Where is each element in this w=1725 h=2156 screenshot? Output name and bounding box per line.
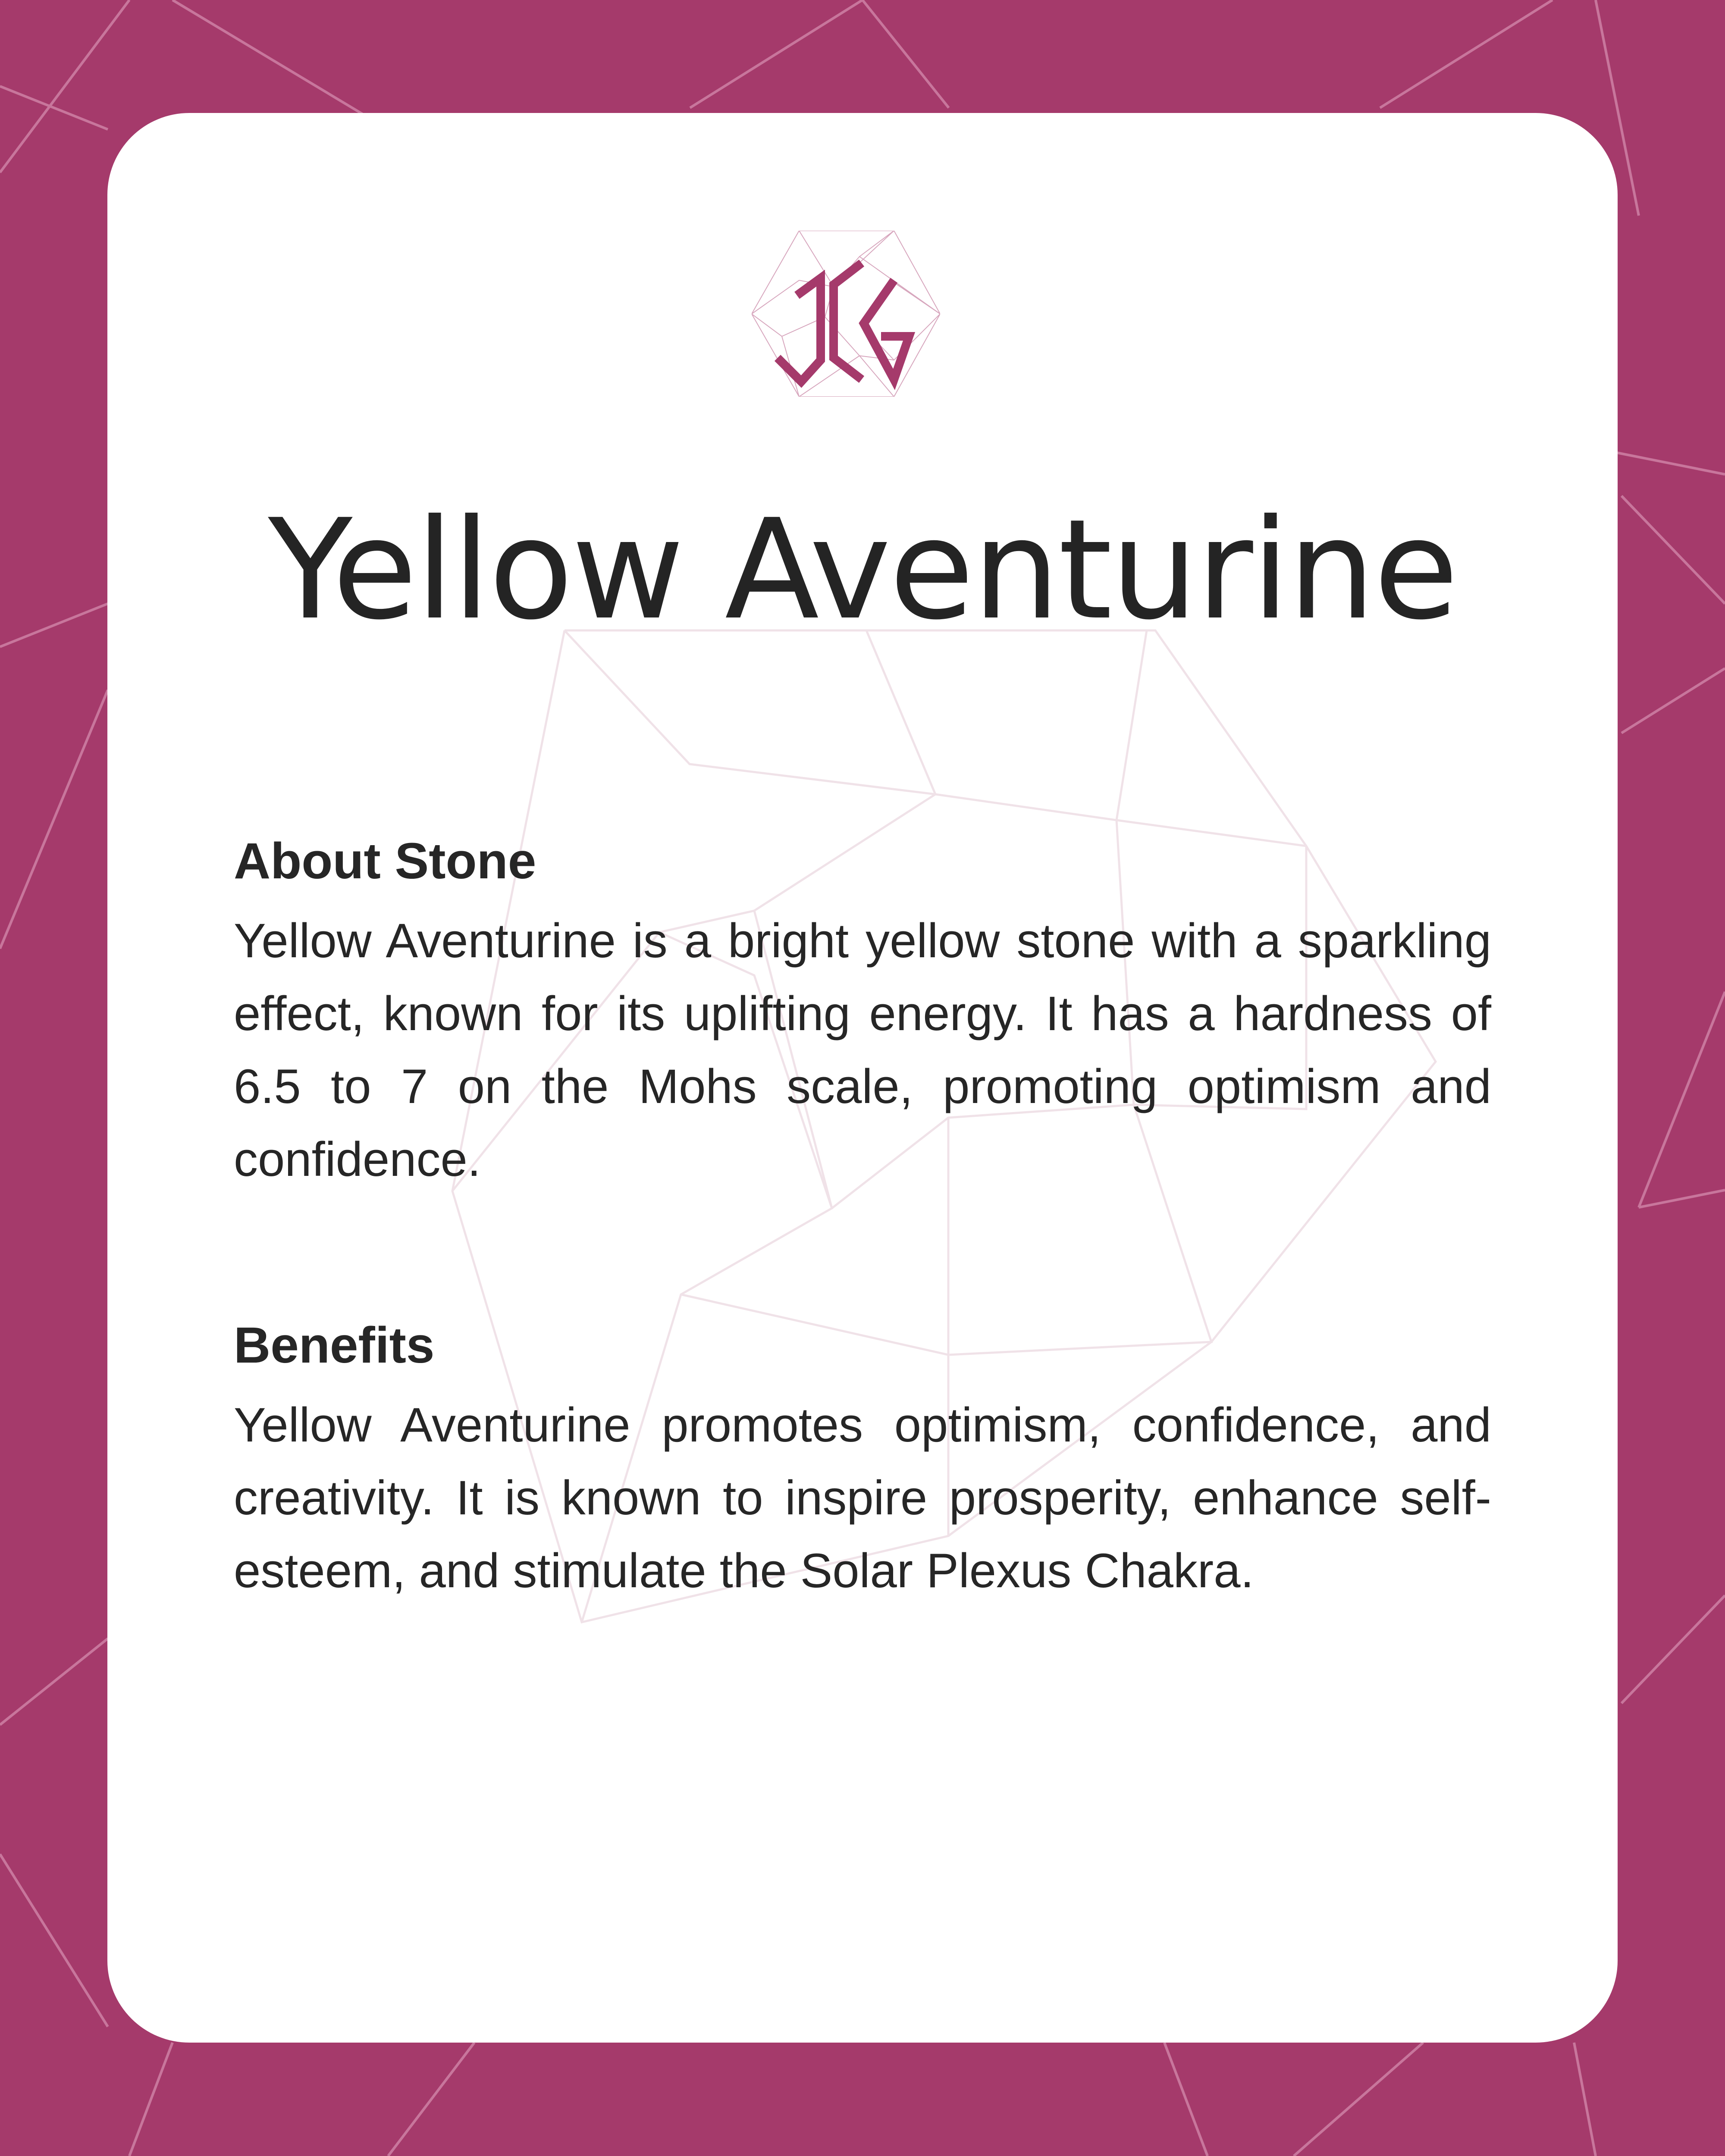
benefits-section — [234, 1313, 1491, 1607]
stone-card — [107, 113, 1618, 2043]
about-heading: About Stone — [234, 833, 536, 890]
page-title: Yellow Aventurine — [268, 490, 1457, 650]
about-body: Yellow Aventurine is a bright yellow stone with a sparkling effect, known for its uplifting energy. It has a hardness of 6.5 to 7 on the Mohs scale, promoting optimism and confidence. — [234, 914, 1491, 1186]
benefits-heading: Benefits — [234, 1317, 435, 1374]
jcg-logo — [752, 231, 940, 397]
benefits-body: Yellow Aventurine promotes optimism, confidence, and creativity. It is known to inspire prosperity, enhance self-esteem, and stimulate the Solar Plexus Chakra. — [234, 1398, 1491, 1598]
about-section — [234, 829, 1491, 1196]
